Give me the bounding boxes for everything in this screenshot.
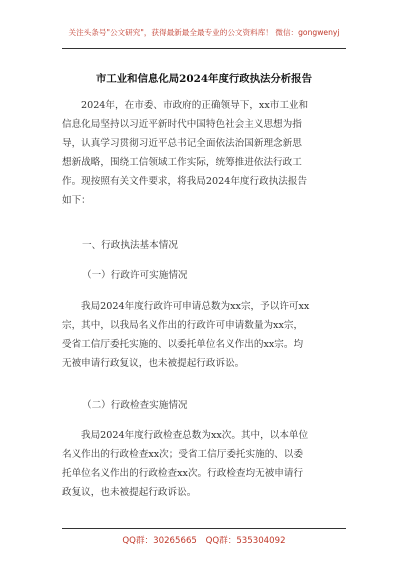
inspection-line: 托单位名义作出的行政检查xx次。行政检查均无被申请行 <box>62 468 304 479</box>
footer <box>0 534 408 546</box>
license-line: 我局2024年度行政许可申请总数为xx宗，予以许可xx <box>81 301 310 312</box>
intro-line: 2024年，在市委、市政府的正确领导下，xx市工业和 <box>81 100 309 111</box>
intro-line: 作。现按照有关文件要求，将我局2024年度行政执法报告 <box>62 176 308 187</box>
intro-paragraph <box>62 96 348 210</box>
inspection-line: 名义作出的行政检查xx次；受省工信厅委托实施的、以委 <box>62 449 304 460</box>
inspection-paragraph <box>62 426 348 502</box>
license-line: 无被申请行政复议，也未被提起行政诉讼。 <box>62 358 245 369</box>
inspection-line: 政复议，也未被提起行政诉讼。 <box>62 487 197 498</box>
section-heading: 一、行政执法基本情况 <box>82 240 178 251</box>
intro-line: 如下： <box>62 195 91 206</box>
intro-line: 信息化局坚持以习近平新时代中国特色社会主义思想为指 <box>62 119 302 130</box>
inspection-line: 我局2024年度行政检查总数为xx次。其中，以本单位 <box>81 430 309 441</box>
intro-line: 想新战略，围绕工信领域工作实际，统筹推进依法行政工 <box>62 157 302 168</box>
footer-qq-group-2: QQ群：535304092 <box>205 536 286 546</box>
footer-divider <box>62 528 346 529</box>
license-paragraph <box>62 297 348 373</box>
footer-qq-group-1: QQ群：30265665 <box>122 536 197 546</box>
subsection-heading: （二）行政检查实施情况 <box>82 400 188 411</box>
intro-line: 导，认真学习贯彻习近平总书记全面依法治国新理念新思 <box>62 138 302 149</box>
header-banner: 关注头条号"公文研究"，获得最新最全最专业的公文资料库！ 微信：gongwenyj <box>68 28 340 37</box>
document-title: 市工业和信息化局2024年度行政执法分析报告 <box>96 73 312 85</box>
subsection-heading: （一）行政许可实施情况 <box>82 270 188 281</box>
license-line: 受省工信厅委托实施的、以委托单位名义作出的xx宗。均 <box>62 339 304 350</box>
license-line: 宗，其中，以我局名义作出的行政许可申请数量为xx宗， <box>62 320 304 331</box>
header-divider <box>62 48 346 49</box>
